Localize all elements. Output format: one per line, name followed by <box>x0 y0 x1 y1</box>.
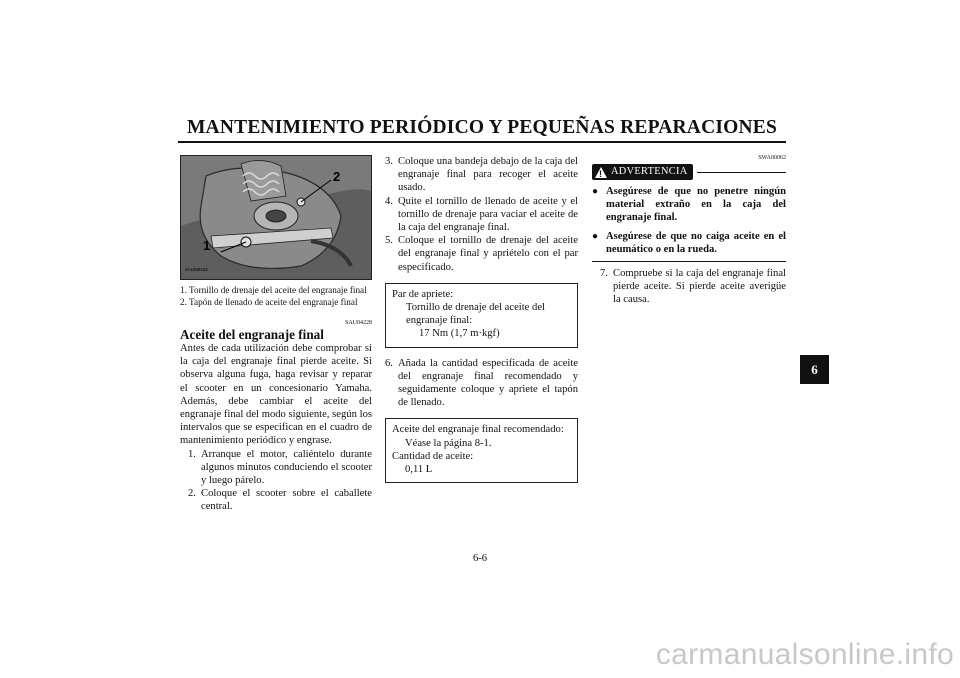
column-left <box>180 155 372 514</box>
warning-rule <box>697 172 786 173</box>
step-1: 1. Arranque el motor, caliéntelo durante algunos minutos conduciendo el scooter y luego párelo. <box>188 448 372 487</box>
section-intro: Antes de cada utilización debe comprobar si la caja del engranaje final pierde aceite. Si observa alguna fuga, haga revisar y reparar el scooter en un concesionario Yamaha. Además, debe cambiar el aceite del engranaje final del modo siguiente, según los intervalos que se especifican en el cuadro de mantenimiento periódico y engrase. <box>180 343 372 447</box>
step-2: 2. Coloque el scooter sobre el caballete central. <box>188 488 372 513</box>
header-rule <box>178 141 786 143</box>
step-7: 7. Compruebe si la caja del engranaje final pierde aceite. Si pierde aceite averigüe la causa. <box>600 268 786 306</box>
warning-end-rule <box>592 261 786 262</box>
warning-header <box>592 164 786 180</box>
bullet-icon: ● <box>592 186 599 197</box>
warning-label: ADVERTENCIA <box>611 166 688 178</box>
gear-case-drawing <box>181 156 371 279</box>
callout-2: 2 <box>333 169 341 184</box>
figure-caption <box>180 285 372 308</box>
torque-spec-box: Par de apriete: Tornillo de drenaje del aceite del engranaje final: 17 Nm (1,7 m·kgf) <box>385 283 578 348</box>
oil-spec-box: Aceite del engranaje final recomendado: Véase la página 8-1. Cantidad de aceite: 0,11 L <box>385 418 578 483</box>
step-5: 5. Coloque el tornillo de drenaje del aceite del engranaje final y apriételo con el par especificado. <box>385 235 578 273</box>
warning-code: SWA00062 <box>758 155 786 161</box>
caption-1: 1. Tornillo de drenaje del aceite del engranaje final <box>180 285 367 295</box>
page-title: MANTENIMIENTO PERIÓDICO Y PEQUEÑAS REPARACIONES <box>186 117 778 138</box>
section-title: Aceite del engranaje final <box>180 327 324 342</box>
bullet-icon: ● <box>592 230 599 242</box>
chapter-tab: 6 <box>800 355 829 384</box>
step-4: 4. Quite el tornillo de llenado de aceite y el tornillo de drenaje para vaciar el aceite de la caja del engranaje final. <box>385 195 578 234</box>
warning-bullet-2: ● Asegúrese de que no caiga aceite en el neumático o en la rueda. <box>592 230 786 255</box>
callout-1: 1 <box>203 238 211 253</box>
page-number: 6-6 <box>472 553 488 564</box>
step-3: 3. Coloque una bandeja debajo de la caja del engranaje final para recoger el aceite usado. <box>385 156 578 194</box>
column-right <box>592 155 786 307</box>
caption-2: 2. Tapón de llenado de aceite del engranaje final <box>180 296 358 307</box>
section-code: SAU04228 <box>344 320 372 326</box>
warning-bullet-1: ● Asegúrese de que no penetre ningún material extraño en la caja del engranaje final. <box>592 186 786 224</box>
gear-case-illustration <box>180 155 372 280</box>
column-middle <box>385 155 578 492</box>
watermark: carmanualsonline.info <box>655 638 954 671</box>
figure-code: ZAUM0163 <box>185 266 208 272</box>
step-6: 6. Añada la cantidad especificada de aceite del engranaje final recomendado y seguidamente coloque y apriete el tapón de llenado. <box>385 357 578 409</box>
warning-badge <box>592 164 693 180</box>
warning-triangle-icon: ! <box>595 167 607 178</box>
